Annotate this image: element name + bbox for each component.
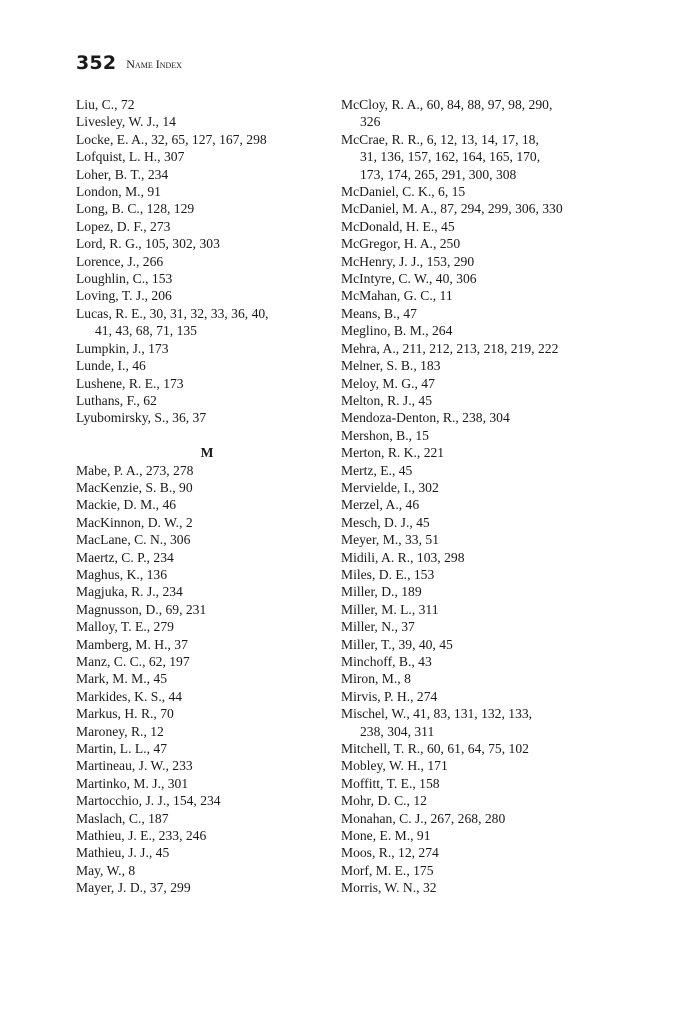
index-entry: Lyubomirsky, S., 36, 37 (76, 410, 207, 426)
section-letter-heading: M (200, 445, 214, 461)
index-entry: Maslach, C., 187 (76, 810, 169, 826)
index-entry: Manz, C. C., 62, 197 (76, 653, 190, 669)
index-entry: Markides, K. S., 44 (76, 688, 183, 704)
index-entry: Malloy, T. E., 279 (76, 619, 174, 635)
index-entry: Melner, S. B., 183 (341, 358, 441, 374)
index-entry: Mark, M. M., 45 (76, 671, 168, 687)
index-entry: Miles, D. E., 153 (341, 566, 435, 582)
index-entry: McDaniel, M. A., 87, 294, 299, 306, 330 (341, 201, 563, 217)
index-entry: Locke, E. A., 32, 65, 127, 167, 298 (76, 131, 267, 147)
index-entry: Lucas, R. E., 30, 31, 32, 33, 36, 40, 41, 43, 68, 71, 135 (76, 305, 269, 339)
index-entry: Maghus, K., 136 (76, 566, 168, 582)
index-entries-mc (341, 96, 611, 897)
index-entry: Miller, N., 37 (341, 619, 415, 635)
index-entry: McDonald, H. E., 45 (341, 218, 455, 234)
index-entry: Mathieu, J. J., 45 (76, 845, 170, 861)
index-entry: May, W., 8 (76, 862, 136, 878)
index-entry: Mervielde, I., 302 (341, 479, 439, 495)
index-entry: Miller, M. L., 311 (341, 601, 439, 617)
index-entry: Mohr, D. C., 12 (341, 793, 427, 809)
index-entry: Martocchio, J. J., 154, 234 (76, 793, 221, 809)
index-entry: Maertz, C. P., 234 (76, 549, 174, 565)
index-entry: Mabe, P. A., 273, 278 (76, 462, 194, 478)
index-entry: Livesley, W. J., 14 (76, 114, 176, 130)
index-entry: Mendoza-Denton, R., 238, 304 (341, 410, 510, 426)
index-entry: Lord, R. G., 105, 302, 303 (76, 236, 220, 252)
index-entry: Mackie, D. M., 46 (76, 497, 177, 513)
index-entry: Lopez, D. F., 273 (76, 218, 171, 234)
index-entry: Mitchell, T. R., 60, 61, 64, 75, 102 (341, 741, 529, 757)
index-entry: McIntyre, C. W., 40, 306 (341, 271, 477, 287)
index-entry: Markus, H. R., 70 (76, 706, 174, 722)
index-entry: Mirvis, P. H., 274 (341, 688, 438, 704)
index-entry: Monahan, C. J., 267, 268, 280 (341, 810, 506, 826)
index-entry: Lunde, I., 46 (76, 358, 146, 374)
index-entry: Loving, T. J., 206 (76, 288, 172, 304)
page-number: 352 (76, 52, 117, 74)
index-entry: Mayer, J. D., 37, 299 (76, 880, 191, 896)
index-entry: Luthans, F., 62 (76, 392, 157, 408)
index-entry: Merzel, A., 46 (341, 497, 420, 513)
index-entry: Means, B., 47 (341, 305, 417, 321)
index-entry: Mehra, A., 211, 212, 213, 218, 219, 222 (341, 340, 559, 356)
index-entry: Minchoff, B., 43 (341, 654, 432, 669)
index-entry: Mobley, W. H., 171 (341, 758, 448, 774)
index-entry: Loher, B. T., 234 (76, 166, 169, 182)
index-entry: Liu, C., 72 (76, 97, 135, 112)
index-entry: Miron, M., 8 (341, 671, 411, 687)
index-entry: Mischel, W., 41, 83, 131, 132, 133, 238, 304, 311 (341, 706, 533, 739)
index-column-left (76, 96, 338, 897)
index-entry: Merton, R. K., 221 (341, 445, 445, 461)
index-entry: Lumpkin, J., 173 (76, 340, 169, 356)
index-entry: Lushene, R. E., 173 (76, 375, 184, 391)
index-entry: Maroney, R., 12 (76, 723, 164, 739)
index-entry: McCrae, R. R., 6, 12, 13, 14, 17, 18, 31, 136, 157, 162, 164, 165, 170, 173, 174, 265, 291, 300, 308 (341, 131, 541, 182)
index-entry: McDaniel, C. K., 6, 15 (341, 184, 466, 200)
page-header (76, 52, 182, 74)
index-entry: Mamberg, M. H., 37 (76, 636, 188, 652)
index-entry: Long, B. C., 128, 129 (76, 201, 195, 217)
index-entry: Midili, A. R., 103, 298 (341, 549, 465, 565)
index-entry: Meglino, B. M., 264 (341, 323, 453, 339)
running-title: Name Index (126, 57, 182, 71)
index-entry: Melton, R. J., 45 (341, 392, 433, 408)
index-entry: Moos, R., 12, 274 (341, 845, 439, 861)
index-entry: Morris, W. N., 32 (341, 880, 437, 896)
index-entry: Magjuka, R. J., 234 (76, 584, 183, 600)
index-entry: Mathieu, J. E., 233, 246 (76, 828, 207, 844)
index-entry: Miller, D., 189 (341, 584, 422, 600)
index-entry: Martineau, J. W., 233 (76, 758, 193, 774)
index-entry: Miller, T., 39, 40, 45 (341, 636, 453, 652)
index-entry: Loughlin, C., 153 (76, 271, 173, 287)
index-entry: Lofquist, L. H., 307 (76, 149, 185, 165)
index-entry: Meyer, M., 33, 51 (341, 532, 439, 548)
index-entry: London, M., 91 (76, 184, 161, 200)
index-entry: Moffitt, T. E., 158 (341, 775, 440, 791)
index-entries-l (76, 96, 338, 427)
index-entry: Mershon, B., 15 (341, 427, 429, 443)
index-entry: Mone, E. M., 91 (341, 828, 431, 844)
index-entry: Morf, M. E., 175 (341, 862, 434, 878)
index-column-right (341, 96, 611, 897)
index-entry: Martin, L. L., 47 (76, 741, 167, 757)
index-entry: MacKinnon, D. W., 2 (76, 514, 193, 530)
index-entry: McGregor, H. A., 250 (341, 236, 461, 252)
index-entry: Martinko, M. J., 301 (76, 775, 189, 791)
index-entry: MacLane, C. N., 306 (76, 532, 191, 548)
index-entry: Mertz, E., 45 (341, 462, 413, 478)
index-entry: McHenry, J. J., 153, 290 (341, 253, 475, 269)
index-entry: McMahan, G. C., 11 (341, 288, 453, 304)
index-entry: MacKenzie, S. B., 90 (76, 479, 193, 495)
index-entry: McCloy, R. A., 60, 84, 88, 97, 98, 290, 326 (341, 97, 553, 130)
index-entries-m (76, 462, 338, 897)
index-entry: Magnusson, D., 69, 231 (76, 601, 207, 617)
index-entry: Lorence, J., 266 (76, 253, 164, 269)
index-entry: Mesch, D. J., 45 (341, 514, 430, 530)
index-entry: Meloy, M. G., 47 (341, 375, 435, 391)
